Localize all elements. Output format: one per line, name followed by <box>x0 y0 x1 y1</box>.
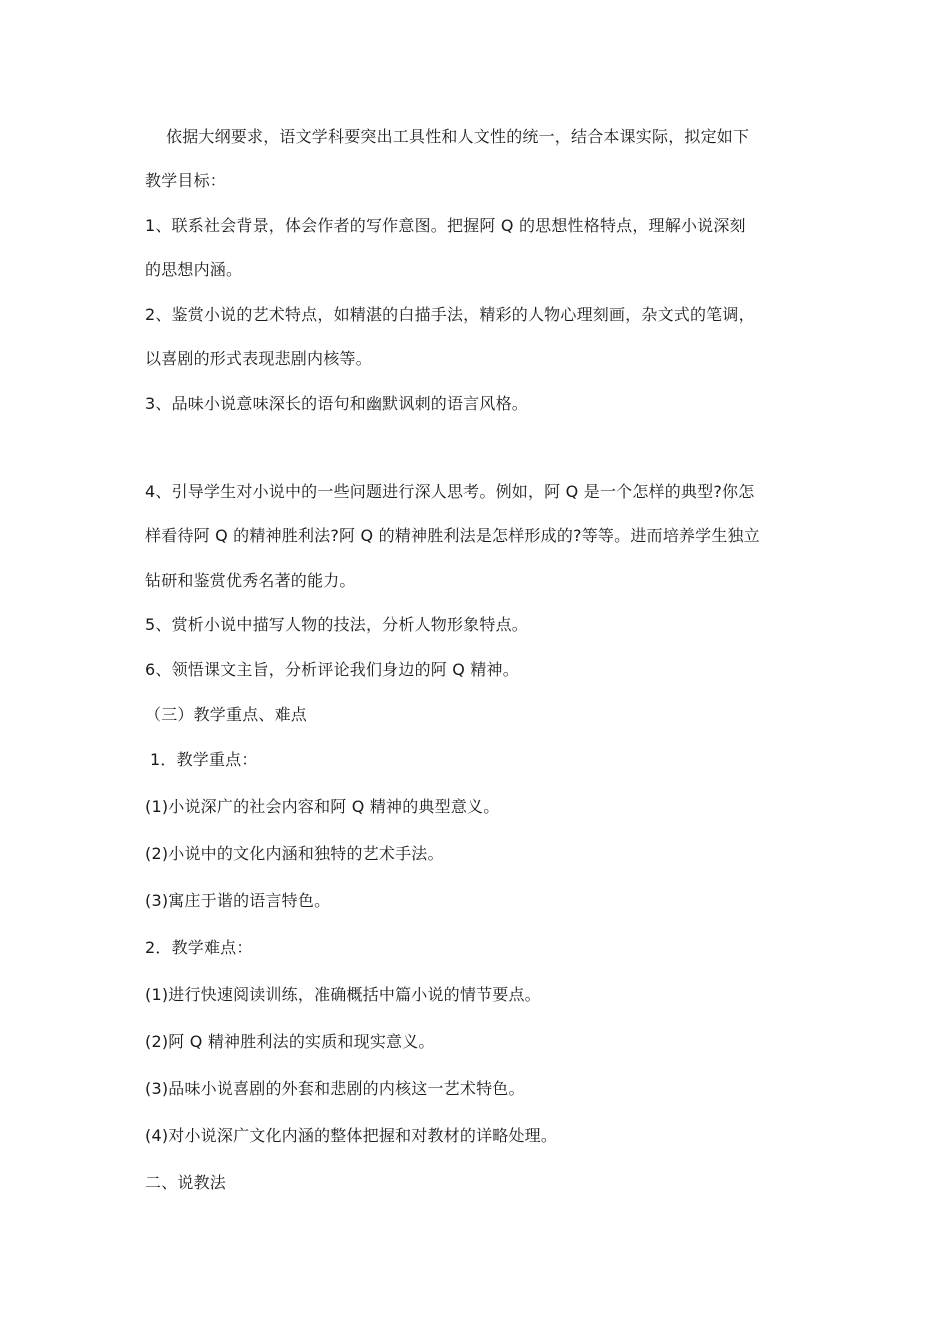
objective-4-line-2: 样看待阿 Q 的精神胜利法?阿 Q 的精神胜利法是怎样形成的?等等。进而培养学生独立 <box>145 526 760 545</box>
objective-2-line-1: 2、鉴赏小说的艺术特点，如精湛的白描手法，精彩的人物心理刻画，杂文式的笔调， <box>145 305 755 324</box>
key-point-1: (1)小说深广的社会内容和阿 Q 精神的典型意义。 <box>145 797 500 816</box>
difficult-point-3: (3)品味小说喜剧的外套和悲剧的内核这一艺术特色。 <box>145 1079 525 1098</box>
objective-4-line-1: 4、引导学生对小说中的一些问题进行深人思考。例如，阿 Q 是一个怎样的典型?你怎 <box>145 482 755 501</box>
objective-1-line-2: 的思想内涵。 <box>145 260 243 279</box>
objective-2-line-2: 以喜剧的形式表现悲剧内核等。 <box>145 349 372 368</box>
objective-6-line-1: 6、领悟课文主旨，分析评论我们身边的阿 Q 精神。 <box>145 660 519 679</box>
key-point-3: (3)寓庄于谐的语言特色。 <box>145 891 331 910</box>
objective-5-line-1: 5、赏析小说中描写人物的技法，分析人物形象特点。 <box>145 615 528 634</box>
difficult-point-2: (2)阿 Q 精神胜利法的实质和现实意义。 <box>145 1032 435 1051</box>
intro-line-2: 教学目标： <box>145 171 227 190</box>
difficult-point-1: (1)进行快速阅读训练，准确概括中篇小说的情节要点。 <box>145 985 541 1004</box>
intro-line-1: 依据大纲要求，语文学科要突出工具性和人文性的统一，结合本课实际，拟定如下 <box>166 127 750 146</box>
section-2-heading: 二、说教法 <box>145 1173 227 1192</box>
objective-1-line-1: 1、联系社会背景，体会作者的写作意图。把握阿 Q 的思想性格特点，理解小说深刻 <box>145 216 746 235</box>
key-points-heading: 1．教学重点： <box>150 750 258 769</box>
section-3-heading: （三）教学重点、难点 <box>145 705 308 724</box>
objective-4-line-3: 钻研和鉴赏优秀名著的能力。 <box>145 571 356 590</box>
key-point-2: (2)小说中的文化内涵和独特的艺术手法。 <box>145 844 444 863</box>
difficult-point-4: (4)对小说深广文化内涵的整体把握和对教材的详略处理。 <box>145 1126 558 1145</box>
objective-3-line-1: 3、品味小说意味深长的语句和幽默讽刺的语言风格。 <box>145 394 528 413</box>
difficult-points-heading: 2．教学难点： <box>145 938 253 957</box>
